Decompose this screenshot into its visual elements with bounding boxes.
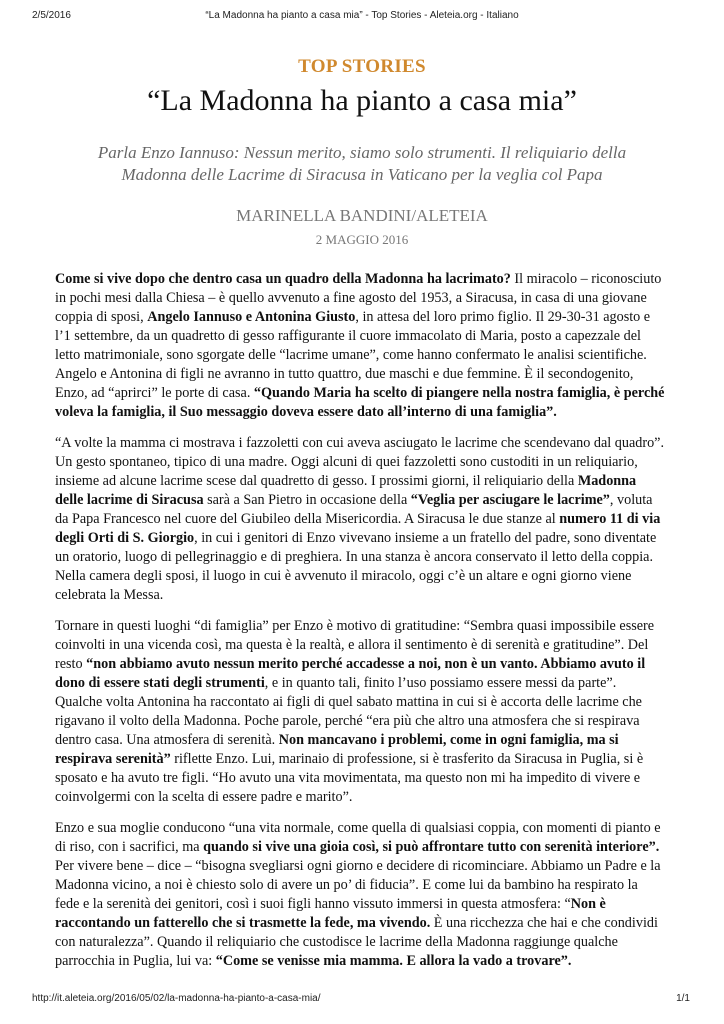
bold-text-run: “Veglia per asciugare le lacrime” bbox=[410, 492, 610, 508]
print-date: 2/5/2016 bbox=[32, 10, 71, 21]
article-paragraph bbox=[55, 617, 665, 807]
byline-separator: / bbox=[411, 206, 417, 225]
text-run: , voluta da Papa Francesco nel cuore del Giubileo della Misericordia. A Siracusa le due stanze al bbox=[55, 492, 653, 527]
article-title: “La Madonna ha pianto a casa mia” bbox=[147, 84, 577, 117]
bold-text-run: Angelo Iannuso e Antonina Giusto bbox=[147, 309, 356, 325]
byline bbox=[0, 206, 724, 226]
article-paragraph bbox=[55, 819, 665, 971]
bold-text-run: quando si vive una gioia così, si può affrontare tutto con serenità interiore”. bbox=[203, 839, 660, 855]
article-paragraph bbox=[55, 270, 665, 422]
print-page-title: “La Madonna ha pianto a casa mia” - Top Stories - Aleteia.org - Italiano bbox=[205, 10, 519, 21]
text-run: riflette Enzo. Lui, marinaio di professione, si è trasferito da Siracusa in Puglia, si è sposato e ha avuto tre figli. “Ho avuto una vita movimentata, ma questo non mi ha impedito di vivere e coinvolgermi con la scelta di essere padre e marito”. bbox=[55, 751, 644, 805]
text-run: Il miracolo – riconosciuto in pochi mesi dalla Chiesa – è quello avvenuto a fine agosto del 1953, a Siracusa, in casa di una giovane coppia di sposi, bbox=[55, 271, 662, 325]
section-kicker[interactable]: TOP STORIES bbox=[298, 56, 426, 77]
bold-text-run: Madonna delle lacrime di Siracusa bbox=[55, 473, 637, 508]
bold-text-run: Non è raccontando un fatterello che si trasmette la fede, ma vivendo. bbox=[55, 896, 606, 931]
article-date: 2 MAGGIO 2016 bbox=[315, 232, 409, 247]
text-run: , in cui i genitori di Enzo vivevano insieme a un fratello del padre, sono diventate un oratorio, luogo di pellegrinaggio e di preghiera. In una stanza è ancora conservato il letto della coppia. Nella camera degli sposi, il luogo in cui è avvenuto il miracolo, oggi c’è un altare e ogni giorno viene celebrata la Messa. bbox=[55, 530, 657, 603]
source-name[interactable]: ALETEIA bbox=[416, 206, 488, 225]
bold-text-run: numero 11 di via degli Orti di S. Giorgio bbox=[55, 511, 661, 546]
bold-text-run: Non mancavano i problemi, come in ogni famiglia, ma si respirava serenità” bbox=[55, 732, 619, 767]
text-run: Tornare in questi luoghi “di famiglia” per Enzo è motivo di gratitudine: “Sembra quasi impossibile essere coinvolti in una vicenda così, ma questa è la realtà, e allora il sentimento è di serenità e gratitudine”. Del resto bbox=[55, 618, 655, 672]
article-paragraph bbox=[55, 434, 665, 605]
text-run: È una ricchezza che hai e che condividi con naturalezza”. Quando il reliquiario che custodisce le lacrime della Madonna raggiunge qualche parrocchia in Puglia, lui va: bbox=[55, 915, 658, 969]
bold-text-run: “Quando Maria ha scelto di piangere nella nostra famiglia, è perché voleva la famiglia, il Suo messaggio doveva essere dato all’interno di una famiglia”. bbox=[55, 385, 665, 420]
text-run: , e in quanto tali, finito l’uso possiamo essere messi da parte”. Qualche volta Antonina ha raccontato ai figli di quel sabato mattina in cui si è accorta delle lacrime che rigavano il volto della Madonna. Poche parole, perché “era più che altro una atmosfera che si respirava dentro casa. Una atmosfera di serenità. bbox=[55, 675, 642, 748]
text-run: Enzo e sua moglie conducono “una vita normale, come quella di qualsiasi coppia, con momenti di pianto e di riso, con i sacrifici, ma bbox=[55, 820, 661, 855]
text-run: sarà a San Pietro in occasione della bbox=[203, 492, 411, 508]
text-run: Per vivere bene – dice – “bisogna svegliarsi ogni giorno e decidere di ricominciare. Abbiamo un Padre e la Madonna vicino, a noi è chiesto solo di avere un po’ di fiducia”. E come lui da bambino ha respirato la fede e la serenità dei genitori, così i suoi figli hanno vissuto immersi in questa atmosfera: “ bbox=[55, 858, 661, 912]
bold-text-run: “non abbiamo avuto nessun merito perché accadesse a noi, non è un vanto. Abbiamo avuto il dono di essere stati degli strumenti bbox=[55, 656, 646, 691]
bold-text-run: “Come se venisse mia mamma. E allora la vado a trovare”. bbox=[215, 953, 572, 969]
bold-text-run: Come si vive dopo che dentro casa un quadro della Madonna ha lacrimato? bbox=[55, 271, 511, 287]
text-run: , in attesa del loro primo figlio. Il 29-30-31 agosto e l’1 settembre, da un quadretto di gesso raffigurante il cuore immacolato di Maria, posto a capezzale del letto matrimoniale, sono sgorgate delle “lacrime umane”, come hanno confermato le analisi scientifiche. Angelo e Antonina di figli ne avranno in tutto quattro, due maschi e due femmine. È il secondogenito, Enzo, ad “aprirci” le porte di casa. bbox=[55, 309, 651, 401]
article-body bbox=[55, 270, 665, 983]
author-name[interactable]: MARINELLA BANDINI bbox=[236, 206, 412, 225]
print-page-number: 1/1 bbox=[676, 993, 690, 1004]
print-url: http://it.aleteia.org/2016/05/02/la-madonna-ha-pianto-a-casa-mia/ bbox=[32, 993, 321, 1004]
article-subtitle: Parla Enzo Iannuso: Nessun merito, siamo solo strumenti. Il reliquiario della Madonna delle Lacrime di Siracusa in Vaticano per la veglia col Papa bbox=[97, 143, 627, 184]
text-run: “A volte la mamma ci mostrava i fazzoletti con cui aveva asciugato le lacrime che scendevano dal quadro”. Un gesto spontaneo, tipico di una madre. Oggi alcuni di quei fazzoletti sono custoditi in un reliquiario, insieme ad alcune lacrime scese dal quadretto di gesso. I prossimi giorni, il reliquiario della bbox=[55, 435, 665, 489]
